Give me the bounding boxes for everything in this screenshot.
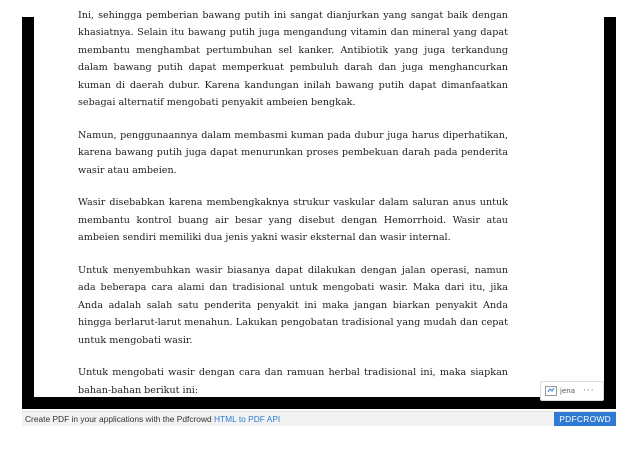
article-body — [78, 7, 508, 415]
paragraph-1: Ini, sehingga pemberian bawang putih ini sangat dianjurkan yang sangat baik dengan khasiatnya. Selain itu bawang putih juga mengandung vitamin dan mineral yang dapat membantu menghambat pertumbuhan sel kanker. Antibiotik yang juga terkandung dalam bawang putih dapat memperkuat pembuluh darah dan juga menghancurkan kuman di daerah dubur. Karena kandungan inilah bawang putih dapat dimanfaatkan sebagai alternatif mengobati penyakit ambeien bengkak. — [78, 10, 508, 109]
footer-caption: Create PDF in your applications with the Pdfcrowd — [25, 414, 214, 424]
paragraph-2: Namun, penggunaannya dalam membasmi kuman pada dubur juga harus diperhatikan, karena bawang putih juga dapat menurunkan proses pembekuan darah pada penderita wasir atau ambeien. — [78, 129, 508, 176]
pdfcrowd-brand-button[interactable]: PDFCROWD — [554, 412, 616, 426]
paragraph-4: Untuk menyembuhkan wasir biasanya dapat dilakukan dengan jalan operasi, namun ada beberapa cara alami dan tradisional untuk mengobati wasir. Maka dari itu, jika Anda adalah salah satu penderita penyakit ini maka jangan biarkan penyakit Anda hingga berlarut-larut menahun. Lakukan pengobatan tradisional yang mudah dan cepat untuk mengobati wasir. — [78, 265, 508, 346]
quote-share-icon[interactable] — [545, 386, 557, 396]
more-options-icon[interactable]: ··· — [582, 386, 595, 396]
footer-text — [25, 412, 280, 426]
paragraph-3: Wasir disebabkan karena membengkaknya strukur vaskular dalam saluran anus untuk membantu kontrol buang air besar yang disebut dengan Hemorrhoid. Wasir atau ambeien sendiri memiliki dua jenis yakni wasir eksternal dan wasir internal. — [78, 197, 508, 244]
share-widget-label: jena — [560, 387, 575, 395]
share-widget[interactable] — [540, 381, 604, 401]
document-page — [34, 10, 604, 397]
html-to-pdf-api-link[interactable]: HTML to PDF API — [214, 414, 281, 424]
pdf-footer-bar — [22, 411, 616, 426]
paragraph-5: Untuk mengobati wasir dengan cara dan ramuan herbal tradisional ini, maka siapkan bahan-bahan berikut ini: — [78, 367, 508, 396]
slide-frame — [22, 10, 616, 409]
